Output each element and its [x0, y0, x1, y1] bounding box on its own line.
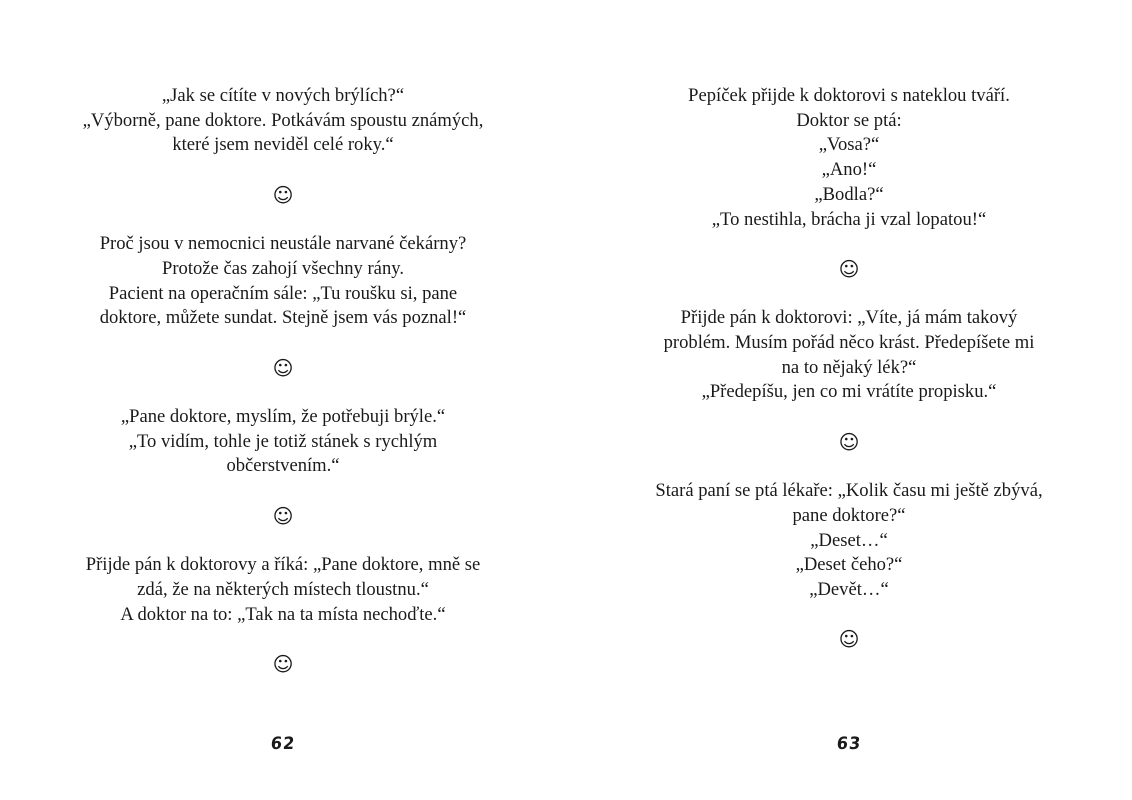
text-line: „Devět…“: [809, 579, 889, 600]
text-line: Protože čas zahojí všechny rány.: [162, 257, 404, 279]
smiley-icon: ☺: [272, 355, 294, 380]
text-line: „Pane doktore, myslím, že potřebuji brýle.“: [120, 406, 446, 428]
text-line: „Jak se cítíte v nových brýlích?“: [161, 85, 405, 106]
text-line: „Předepíšu, jen co mi vrátíte propisku.“: [701, 381, 997, 403]
right-page-text: [566, 84, 1132, 677]
page-number-left: 62: [269, 734, 297, 754]
text-line: „Vosa?“: [818, 134, 880, 156]
smiley-icon: ☺: [272, 652, 294, 677]
text-line: zdá, že na některých místech tloustnu.“: [137, 578, 429, 600]
text-line: „To nestihla, brácha ji vzal lopatou!“: [711, 208, 987, 230]
smiley-icon: ☺: [838, 256, 860, 281]
text-line: problém. Musím pořád něco krást. Předepíšete mi: [663, 332, 1035, 353]
text-line: Přijde pán k doktorovy a říká: „Pane doktore, mně se: [85, 554, 481, 576]
text-line: na to nějaký lék?“: [781, 356, 917, 378]
smiley-icon: ☺: [272, 503, 294, 528]
text-line: „To vidím, tohle je totiž stánek s rychlým: [128, 430, 438, 452]
smiley-icon: ☺: [272, 182, 294, 207]
text-line: „Bodla?“: [814, 183, 884, 205]
text-line: Proč jsou v nemocnici neustále narvané čekárny?: [99, 233, 467, 255]
smiley-icon: ☺: [838, 429, 860, 454]
right-page: [566, 0, 1132, 800]
text-line: pane doktore?“: [792, 504, 906, 526]
text-line: Pacient na operačním sále: „Tu roušku si, pane: [108, 282, 458, 304]
text-line: „Ano!“: [821, 159, 877, 181]
text-line: Pepíček přijde k doktorovi s nateklou tváří.: [688, 85, 1010, 106]
text-line: „Deset…“: [810, 529, 888, 551]
text-line: které jsem neviděl celé roky.“: [172, 134, 394, 156]
text-line: Doktor se ptá:: [796, 109, 902, 131]
text-line: Stará paní se ptá lékaře: „Kolik času mi ještě zbývá,: [655, 480, 1043, 502]
text-line: občerstvením.“: [226, 455, 340, 477]
page-number-right: 63: [835, 734, 863, 754]
text-line: „Výborně, pane doktore. Potkávám spoustu známých,: [82, 109, 484, 131]
text-line: „Deset čeho?“: [795, 554, 903, 576]
text-line: doktore, můžete sundat. Stejně jsem vás poznal!“: [99, 307, 467, 329]
text-line: Přijde pán k doktorovi: „Víte, já mám takový: [680, 307, 1018, 329]
left-page-text: [0, 84, 566, 701]
smiley-icon: ☺: [838, 627, 860, 652]
text-line: A doktor na to: „Tak na ta místa nechoďte.“: [120, 603, 446, 625]
